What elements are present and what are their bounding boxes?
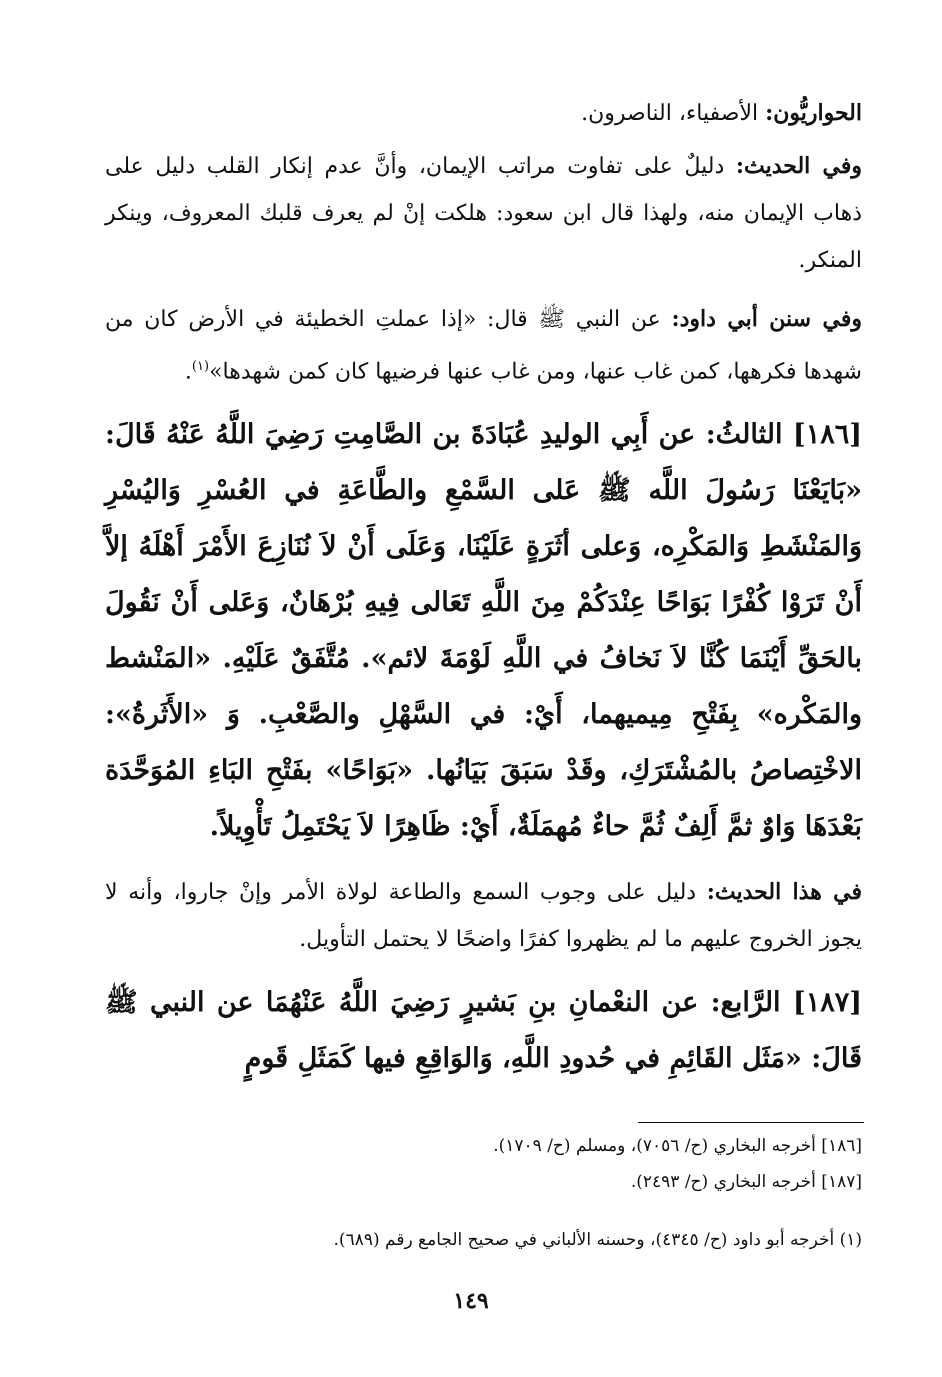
footnote-186: [١٨٦] أخرجه البخاري (ح/ ٧٠٥٦)، ومسلم (ح/ ١٧٠٩). xyxy=(493,1136,862,1156)
source-label: وفي سنن أبي داود: xyxy=(671,306,862,332)
footnote-ref: (١) xyxy=(191,359,210,374)
paragraph-hawariyun xyxy=(105,90,862,137)
footnotes xyxy=(105,1128,862,1258)
hadith-186: [١٨٦] الثالثُ: عن أَبِي الوليدِ عُبَادَةَ بن الصَّامِتِ رَضِيَ اللَّهُ عَنْهُ قَالَ: «بَايَعْنَا رَسُولَ اللَّه ﷺ عَلى السَّمْعِ والطَّاعَةِ في العُسْرِ وَاليُسْرِ وَالمَنْشَطِ وَالمَكْرِه، وَعلى أثَرَةٍ عَلَيْنَا، وَعَلَى أَنْ لاَ نُنَازِعَ الأَمْرَ أَهْلَهُ إلاَّ أَنْ تَرَوْا كُفْرًا بَوَاحًا عِنْدَكُمْ مِنَ اللَّهِ تَعَالى فِيهِ بُرْهَانٌ، وَعَلى أَنْ نَقُولَ بالحَقِّ أَيْنَمَا كُنَّا لاَ نَخافُ في اللَّهِ لَوْمَةَ لائم». مُتَّفَقٌ عَلَيْهِ. «المَنْشط والمَكْره» بِفَتْحِ مِيميهما، أَيْ: في السَّهْلِ والصَّعْبِ. وَ «الأَثَرةُ»: الاخْتِصاصُ بالمُشْتَرَكِ، وقَدْ سَبَقَ بَيَانُها. «بَوَاحًا» بفَتْحِ البَاءِ المُوَحَّدَة بَعْدَهَا وَاوٌ ثمَّ أَلِفٌ ثُمَّ حاءٌ مُهمَلَةٌ، أَيْ: ظَاهِرًا لاَ يَحْتَمِلُ تَأْوِيلاً. xyxy=(105,419,862,843)
term-text: الأصفياء، الناصرون. xyxy=(581,101,766,126)
paragraph-hadith-note xyxy=(105,143,862,284)
note-text: دليلٌ على تفاوت مراتب الإيمان، وأنَّ عدم إنكار القلب دليل على ذهاب الإيمان منه، ولهذا قال ابن سعود: هلكت إنْ لم يعرف قلبك المعروف، وينكر المنكر. xyxy=(105,154,862,273)
hadith-187: [١٨٧] الرَّابع: عن النعْمانِ بنِ بَشيرٍ رَضِيَ اللَّهُ عَنْهُمَا عن النبي ﷺ قَالَ: «مَثَل القَائِمِ في حُدودِ اللَّهِ، وَالوَاقِعِ فيها كَمَثَلِ قَومٍ xyxy=(105,987,862,1075)
footnote-divider xyxy=(638,1122,864,1123)
lesson-text: دليل على وجوب السمع والطاعة لولاة الأمر وإنْ جاروا، وأنه لا يجوز الخروج عليهم ما لم يظهروا كفرًا واضحًا لا يحتمل التأويل. xyxy=(105,880,862,953)
paragraph-abu-dawud xyxy=(105,296,862,395)
source-end: . xyxy=(184,359,192,385)
footnote-spacer xyxy=(105,1200,862,1222)
term-label: الحواريُّون: xyxy=(765,100,862,126)
paragraph-hadith-lesson xyxy=(105,869,862,963)
note-label: وفي الحديث: xyxy=(735,153,862,179)
source-text: عن النبي ﷺ قال: «إذا عملتِ الخطيئة في الأرض كان من شهدها فكرهها، كمن غاب عنها، ومن غاب عنها فرضيها كان كمن شهدها» xyxy=(105,307,862,385)
footnote-187: [١٨٧] أخرجه البخاري (ح/ ٢٤٩٣). xyxy=(630,1172,862,1192)
footnote-1: (١) أخرجه أبو داود (ح/ ٤٣٤٥)، وحسنه الألباني في صحيح الجامع رقم (٦٨٩). xyxy=(333,1230,862,1250)
page-number: ١٤٩ xyxy=(453,1288,489,1314)
lesson-label: في هذا الحديث: xyxy=(706,879,862,906)
page-body xyxy=(105,90,862,1101)
